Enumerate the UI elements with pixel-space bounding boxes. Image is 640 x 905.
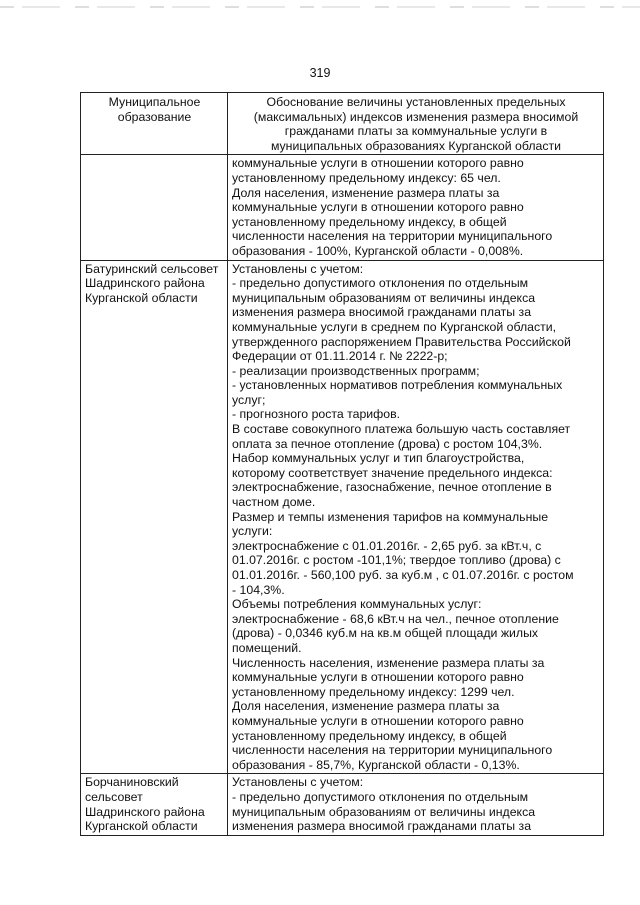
cell-line: образование — [117, 109, 192, 124]
cell-line: Батуринский сельсовет — [85, 261, 219, 276]
cell-line: - установленных нормативов потребления коммунальных — [232, 378, 563, 393]
cell-line: электроснабжение - 68,6 кВт.ч на чел., печное отопление — [232, 611, 559, 626]
page-number: 319 — [309, 66, 331, 80]
cell-line: Курганской области — [85, 290, 198, 305]
cell-line: - реализации производственных программ; — [232, 363, 480, 378]
cell-line: Курганской области — [85, 819, 198, 834]
cell-line: которому соответствует значение предельного индекса: — [232, 465, 553, 480]
cell-line: утвержденного распоряжением Правительства Российской — [232, 334, 571, 349]
cell-line: - предельно допустимого отклонения по отдельным — [232, 789, 529, 804]
cell-line: коммунальные услуги в отношении которого равно — [232, 713, 524, 728]
municipality-cell — [81, 155, 228, 260]
cell-line: изменения размера вносимой гражданами платы за — [232, 819, 532, 834]
cell-line: - 104,3%. — [232, 582, 285, 597]
cell-line: муниципальным образованиям от величины индекса — [232, 290, 536, 305]
cell-line: Федерации от 01.11.2014 г. № 2222-р; — [232, 349, 448, 364]
cell-line: сельсовет — [85, 789, 143, 804]
cell-line: Численность населения, изменение размера платы за — [232, 655, 545, 670]
cell-line: Шадринского района — [85, 276, 205, 291]
scan-artifact — [0, 6, 640, 8]
cell-line: электроснабжение, газоснабжение, печное отопление в — [232, 480, 552, 495]
cell-line: Доля населения, изменение размера платы за — [232, 185, 500, 200]
cell-line: 01.07.2016г. с ростом -101,1%; твердое топливо (дрова) с — [232, 553, 561, 568]
cell-line: - предельно допустимого отклонения по отдельным — [232, 276, 529, 291]
cell-line: изменения размера вносимой гражданами платы за — [232, 305, 532, 320]
cell-line: (максимальных) индексов изменения размера вносимой — [253, 109, 579, 124]
cell-line: (дрова) - 0,0346 куб.м на кв.м общей площади жилых — [232, 626, 539, 641]
cell-line: образования - 85,7%, Курганской области - 0,13%. — [232, 757, 520, 772]
municipality-cell — [81, 260, 228, 774]
cell-line: коммунальные услуги в среднем по Курганской области, — [232, 319, 557, 334]
justification-cell — [228, 260, 604, 774]
header-municipality — [81, 93, 228, 155]
table-header-row — [81, 93, 604, 155]
cell-line: услуг; — [232, 392, 266, 407]
header-justification — [228, 93, 604, 155]
cell-line: частном доме. — [232, 495, 316, 510]
table-row — [81, 155, 604, 260]
cell-line: Установлены с учетом: — [232, 775, 364, 790]
justification-cell — [228, 774, 604, 835]
cell-line: Установлены с учетом: — [232, 261, 364, 276]
cell-line: оплата за печное отопление (дрова) с ростом 104,3%. — [232, 436, 543, 451]
cell-line: В составе совокупного платежа большую часть составляет — [232, 422, 571, 437]
cell-line: численности населения на территории муниципального — [232, 743, 553, 758]
cell-line: помещений. — [232, 640, 302, 655]
cell-line: Борчаниновский — [85, 775, 179, 790]
cell-line: установленному предельному индексу, в общей — [232, 728, 507, 743]
justification-cell — [228, 155, 604, 260]
cell-line: услуги: — [232, 524, 273, 539]
cell-line: Шадринского района — [85, 804, 205, 819]
cell-line: численности населения на территории муниципального — [232, 229, 553, 244]
cell-line: гражданами платы за коммунальные услуги в — [284, 124, 548, 139]
cell-line: Набор коммунальных услуг и тип благоустройства, — [232, 451, 525, 466]
table-row — [81, 260, 604, 774]
cell-line: муниципальным образованиям от величины индекса — [232, 804, 536, 819]
cell-line: 01.01.2016г. - 560,100 руб. за куб.м , с 01.07.2016г. с ростом — [232, 568, 574, 582]
cell-line: образования - 100%, Курганской области - 0,008%. — [232, 243, 524, 258]
table-row — [81, 774, 604, 835]
cell-line: - прогнозного роста тарифов. — [232, 407, 401, 422]
cell-line: коммунальные услуги в отношении которого равно — [232, 670, 524, 685]
cell-line: установленному предельному индексу: 1299 чел. — [232, 684, 515, 699]
cell-line: Доля населения, изменение размера платы за — [232, 699, 500, 714]
cell-line: Муниципальное — [108, 95, 201, 109]
cell-line: Объемы потребления коммунальных услуг: — [232, 597, 482, 612]
cell-line: установленному предельному индексу: 65 чел. — [232, 170, 501, 185]
cell-line: коммунальные услуги в отношении которого равно — [232, 200, 524, 215]
cell-line: установленному предельному индексу, в общей — [232, 214, 507, 229]
municipality-cell — [81, 774, 228, 835]
cell-line: муниципальных образованиях Курганской области — [270, 138, 562, 153]
cell-line: Размер и темпы изменения тарифов на коммунальные — [232, 509, 549, 524]
cell-line: Обоснование величины установленных предельных — [266, 95, 566, 109]
cell-line: электроснабжение с 01.01.2016г. - 2,65 руб. за кВт.ч, с — [232, 538, 542, 553]
cell-line: коммунальные услуги в отношении которого равно — [232, 156, 524, 171]
municipal-index-table — [80, 92, 604, 836]
